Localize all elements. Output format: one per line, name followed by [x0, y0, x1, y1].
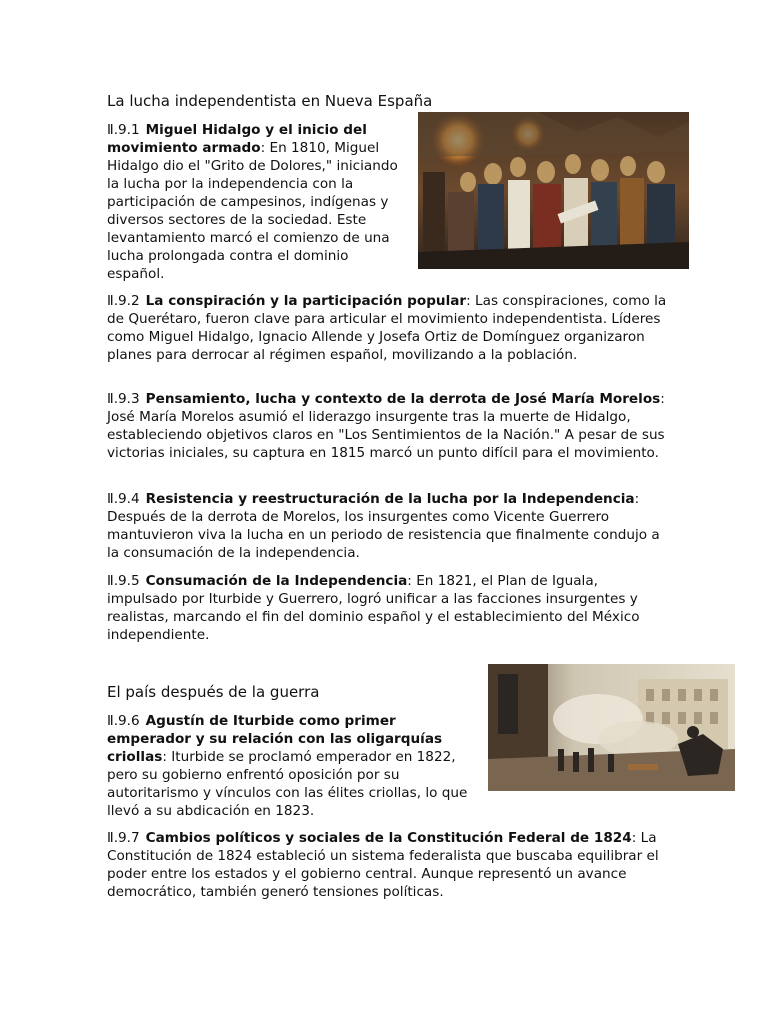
- section-title-postwar: El país después de la guerra: [107, 683, 320, 701]
- item-text: : En 1821, el Plan de Iguala, impulsado por Iturbide y Guerrero, logró unificar a las facciones insurgentes y realistas, marcando el fin del dominio español y el establecimiento del México independiente.: [107, 573, 640, 643]
- item-text: : En 1810, Miguel Hidalgo dio el "Grito de Dolores," iniciando la lucha por la independencia con la participación de campesinos, indígenas y diversos sectores de la sociedad. Este levantamiento marcó el comienzo de una lucha prolongada contra el dominio español.: [107, 140, 398, 282]
- item-heading: La conspiración y la participación popular: [145, 293, 467, 309]
- item-heading: Agustín de Iturbide como primer emperador y su relación con las oligarquías criollas: [107, 713, 443, 765]
- item-9-3: [107, 390, 667, 462]
- item-number: Ⅱ.9.3: [107, 391, 140, 407]
- section-title-independence: La lucha independentista en Nueva España: [107, 92, 433, 110]
- item-text: : Iturbide se proclamó emperador en 1822, pero su gobierno enfrentó oposición por su autoritarismo y vínculos con las élites criollas, lo que llevó a su abdicación en 1823.: [107, 749, 468, 819]
- item-text: : La Constitución de 1824 estableció un sistema federalista que buscaba equilibrar el poder entre los estados y el gobierno central. Aunque representó un avance democrático, también generó tensiones políticas.: [107, 830, 659, 900]
- item-heading: Resistencia y reestructuración de la lucha por la Independencia: [145, 491, 635, 507]
- item-9-4: [107, 490, 667, 562]
- item-9-2: [107, 292, 667, 364]
- item-number: Ⅱ.9.1: [107, 122, 140, 138]
- item-9-6: [107, 712, 477, 820]
- item-heading: Consumación de la Independencia: [145, 573, 408, 589]
- item-number: Ⅱ.9.4: [107, 491, 140, 507]
- item-9-7: [107, 829, 667, 901]
- item-number: Ⅱ.9.7: [107, 830, 140, 846]
- item-heading: Miguel Hidalgo y el inicio del movimiento armado: [107, 122, 367, 156]
- item-9-1: [107, 121, 407, 283]
- item-9-5: [107, 572, 667, 644]
- mural-painting-image: [418, 112, 689, 269]
- item-heading: Pensamiento, lucha y contexto de la derrota de José María Morelos: [145, 391, 661, 407]
- item-number: Ⅱ.9.6: [107, 713, 140, 729]
- item-text: : Después de la derrota de Morelos, los insurgentes como Vicente Guerrero mantuvieron viva la lucha en un periodo de resistencia que finalmente condujo a la consumación de la independencia.: [107, 491, 660, 561]
- item-number: Ⅱ.9.2: [107, 293, 140, 309]
- item-number: Ⅱ.9.5: [107, 573, 140, 589]
- item-text: : José María Morelos asumió el liderazgo insurgente tras la muerte de Hidalgo, estableciendo objetivos claros en "Los Sentimientos de la Nación." A pesar de sus victorias iniciales, su captura en 1815 marcó un punto difícil para el movimiento.: [107, 391, 665, 461]
- item-text: : Las conspiraciones, como la de Querétaro, fueron clave para articular el movimiento independentista. Líderes como Miguel Hidalgo, Ignacio Allende y Josefa Ortiz de Domínguez organizaron planes para derrocar al régimen español, movilizando a la población.: [107, 293, 667, 363]
- battle-painting-image: [488, 664, 735, 791]
- item-heading: Cambios políticos y sociales de la Constitución Federal de 1824: [145, 830, 632, 846]
